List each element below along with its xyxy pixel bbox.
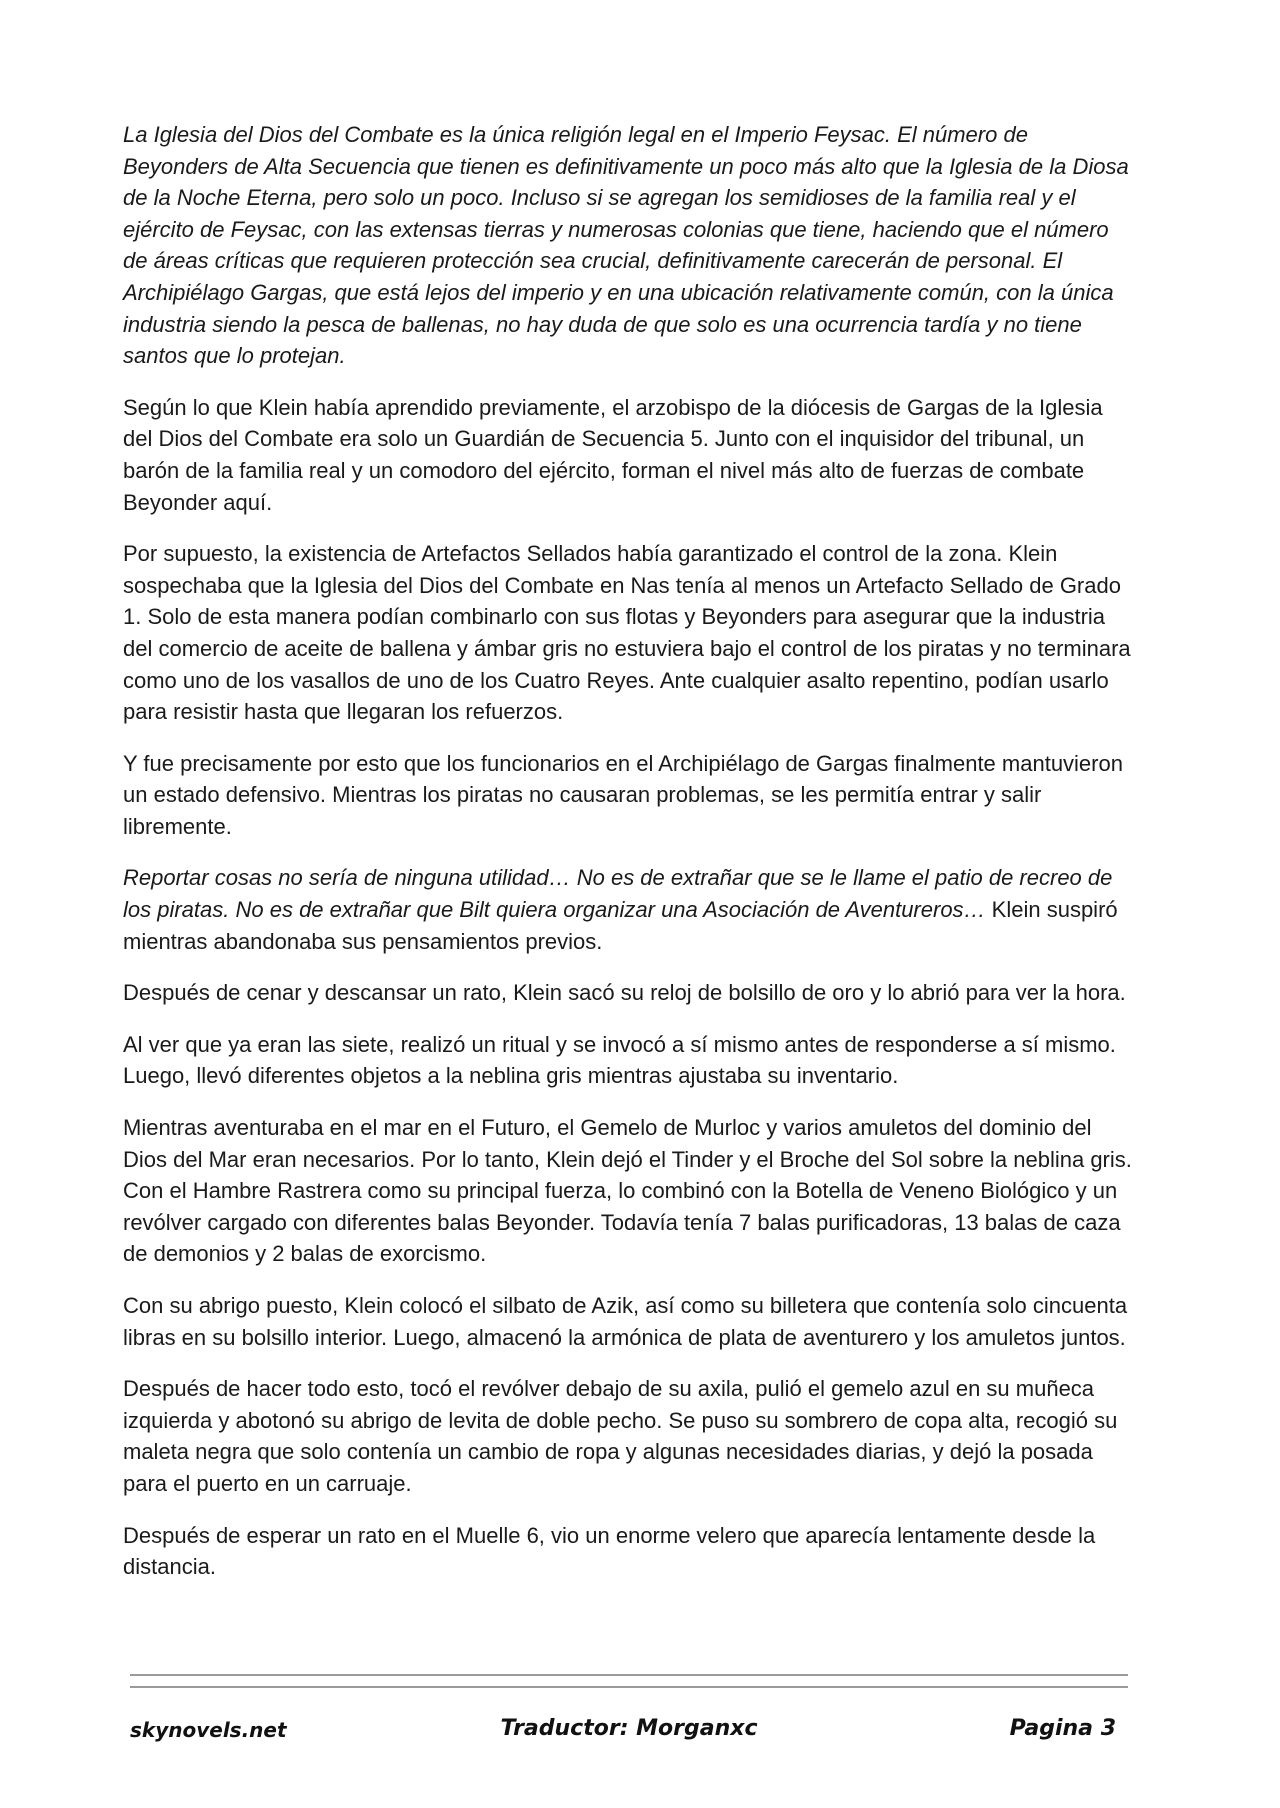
chapter-body [123, 119, 1135, 1603]
paragraph [123, 1290, 1135, 1353]
paragraph [123, 1112, 1135, 1270]
paragraph [123, 862, 1135, 957]
paragraph-text: Después de hacer todo esto, tocó el revólver debajo de su axila, pulió el gemelo azul en su muñeca izquierda y abotonó su abrigo de levita de doble pecho. Se puso su sombrero de copa alta, recogió su maleta negra que solo contenía un cambio de ropa y algunas necesidades diarias, y dejó la posada para el puerto en un carruaje. [123, 1376, 1118, 1496]
footer-translator: Traductor: Morganxc [500, 1716, 758, 1741]
paragraph-text: Después de esperar un rato en el Muelle 6, vio un enorme velero que aparecía lentamente desde la distancia. [123, 1522, 1096, 1580]
paragraph [123, 392, 1135, 518]
paragraph [123, 977, 1135, 1009]
footer-divider [130, 1686, 1128, 1688]
footer-divider [130, 1674, 1128, 1676]
paragraph [123, 748, 1135, 843]
paragraph-text: Al ver que ya eran las siete, realizó un ritual y se invocó a sí mismo antes de responderse a sí mismo. Luego, llevó diferentes objetos a la neblina gris mientras ajustaba su inventario. [123, 1031, 1116, 1089]
paragraph-text: Y fue precisamente por esto que los funcionarios en el Archipiélago de Gargas finalmente mantuvieron un estado defensivo. Mientras los piratas no causaran problemas, se les permitía entrar y salir libremente. [123, 750, 1123, 839]
footer-page-number: Pagina 3 [1009, 1716, 1116, 1741]
paragraph-text: Según lo que Klein había aprendido previamente, el arzobispo de la diócesis de Gargas de la Iglesia del Dios del Combate era solo un Guardián de Secuencia 5. Junto con el inquisidor del tribunal, un barón de la familia real y un comodoro del ejército, forman el nivel más alto de fuerzas de combate Beyonder aquí. [123, 394, 1103, 515]
page-footer [130, 1712, 1128, 1752]
footer-site: skynovels.net [130, 1718, 287, 1742]
paragraph-text: Después de cenar y descansar un rato, Klein sacó su reloj de bolsillo de oro y lo abrió para ver la hora. [123, 980, 1126, 1006]
paragraph [123, 1029, 1135, 1092]
paragraph-text: Mientras aventuraba en el mar en el Futuro, el Gemelo de Murloc y varios amuletos del dominio del Dios del Mar eran necesarios. Por lo tanto, Klein dejó el Tinder y el Broche del Sol sobre la neblina gris. Con el Hambre Rastrera como su principal fuerza, lo combinó con la Botella de Veneno Biológico y un revólver cargado con diferentes balas Beyonder. Todavía tenía 7 balas purificadoras, 13 balas de caza de demonios y 2 balas de exorcismo. [123, 1115, 1132, 1267]
paragraph-text: Por supuesto, la existencia de Artefactos Sellados había garantizado el control de la zona. Klein sospechaba que la Iglesia del Dios del Combate en Nas tenía al menos un Artefacto Sellado de Grado 1. Solo de esta manera podían combinarlo con sus flotas y Beyonders para asegurar que la industria del comercio de aceite de ballena y ámbar gris no estuviera bajo el control de los piratas y no terminara como uno de los vasallos de uno de los Cuatro Reyes. Ante cualquier asalto repentino, podían usarlo para resistir hasta que llegaran los refuerzos. [123, 541, 1131, 725]
paragraph-text: Con su abrigo puesto, Klein colocó el silbato de Azik, así como su billetera que contenía solo cincuenta libras en su bolsillo interior. Luego, almacenó la armónica de plata de aventurero y los amuletos juntos. [123, 1293, 1128, 1350]
paragraph [123, 1520, 1135, 1583]
paragraph [123, 119, 1135, 372]
paragraph [123, 538, 1135, 728]
paragraph [123, 1373, 1135, 1499]
paragraph-text: Klein suspiró mientras abandonaba sus pensamientos previos. [123, 897, 1118, 954]
paragraph-text: La Iglesia del Dios del Combate es la única religión legal en el Imperio Feysac. El número de Beyonders de Alta Secuencia que tienen es definitivamente un poco más alto que la Iglesia de la Diosa de la Noche Eterna, pero solo un poco. Incluso si se agregan los semidioses de la familia real y el ejército de Feysac, con las extensas tierras y numerosas colonias que tiene, haciendo que el número de áreas críticas que requieren protección sea crucial, definitivamente carecerán de personal. El Archipiélago Gargas, que está lejos del imperio y en una ubicación relativamente común, con la única industria siendo la pesca de ballenas, no hay duda de que solo es una ocurrencia tardía y no tiene santos que lo protejan. [123, 122, 1129, 369]
paragraph-thought-text: Reportar cosas no sería de ninguna utilidad… No es de extrañar que se le llame el patio de recreo de los piratas. No es de extrañar que Bilt quiera organizar una Asociación de Aventureros… [123, 865, 1113, 923]
